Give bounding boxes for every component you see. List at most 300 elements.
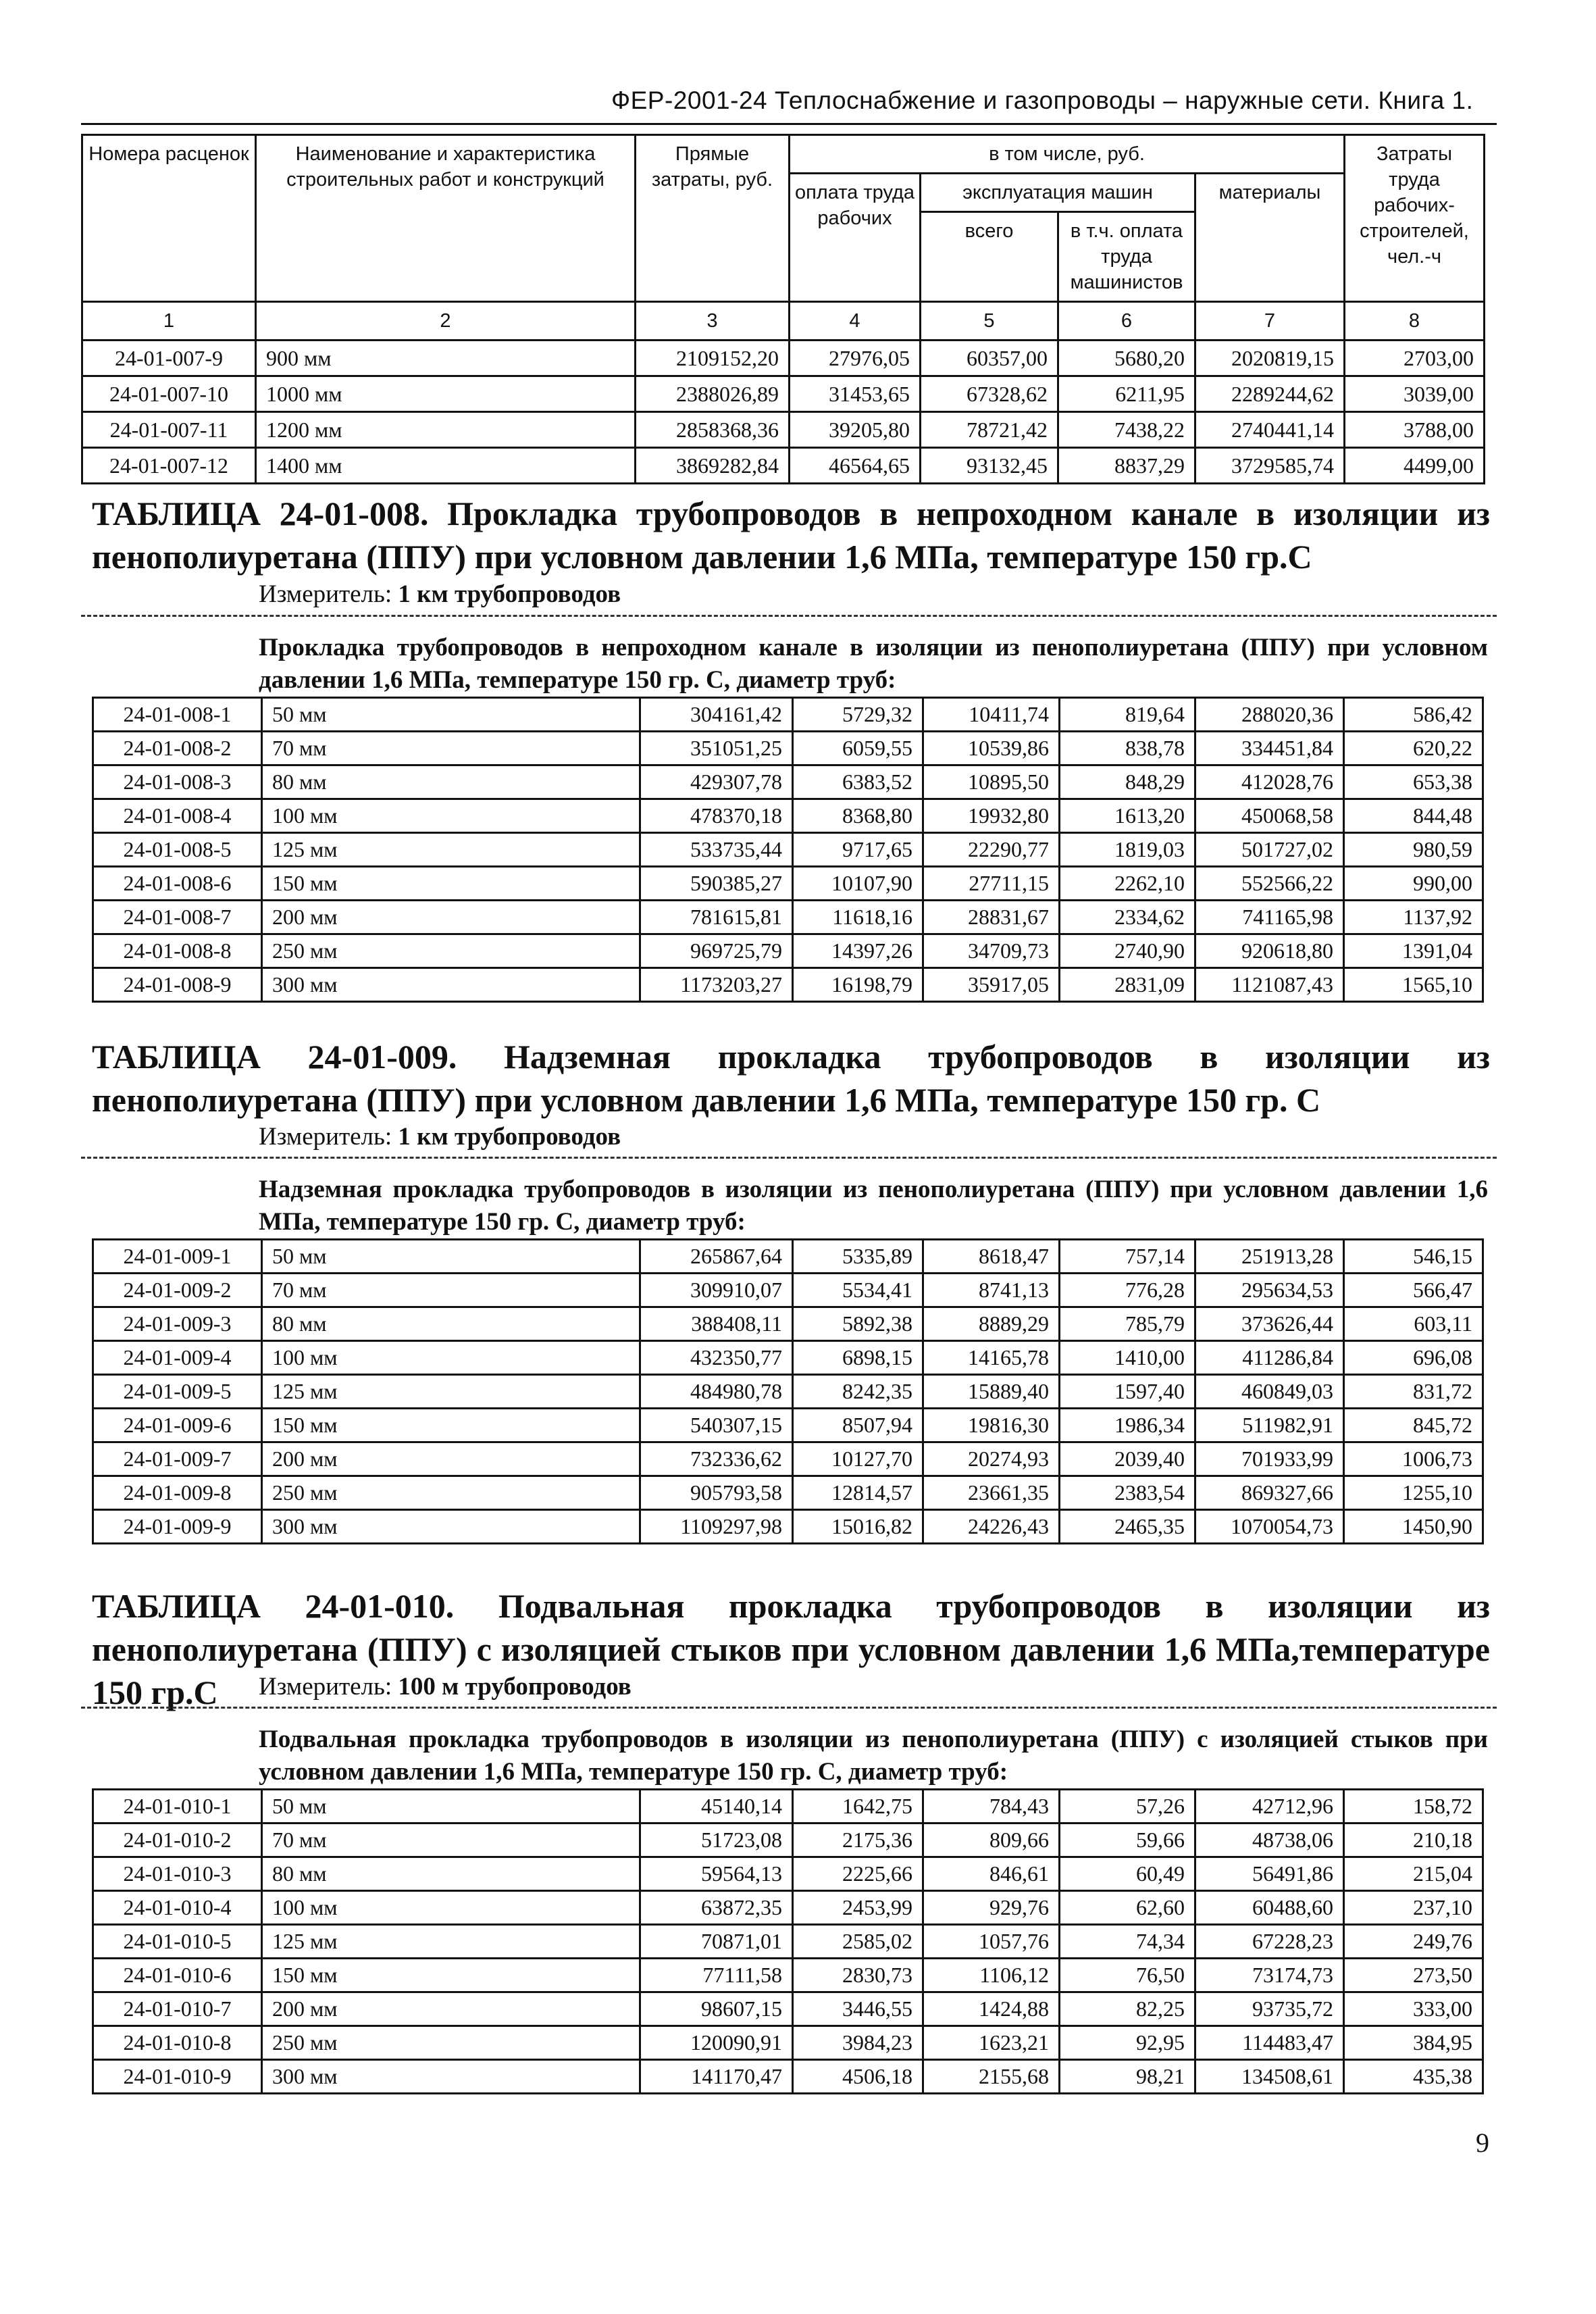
rate-code: 24-01-008-7 [93, 901, 262, 934]
table-title-010: ТАБЛИЦА 24-01-010. Подвальная прокладка трубопроводов в изоляции из пенополиуретана (ППУ) с изоляцией стыков при условном давлении 1,6 МПа,температуре 150 гр.С [92, 1587, 1490, 1711]
labor-hours: 546,15 [1344, 1240, 1483, 1274]
rate-code: 24-01-007-12 [82, 448, 256, 484]
work-description: 150 мм [262, 867, 640, 901]
wages: 27976,05 [790, 341, 921, 376]
machinist-wages: 5680,20 [1058, 341, 1195, 376]
labor-hours: 237,10 [1344, 1891, 1483, 1925]
work-description: 50 мм [262, 1790, 640, 1823]
section-rule [81, 1157, 1497, 1159]
table-row [93, 1510, 1483, 1544]
work-description: 125 мм [262, 1925, 640, 1959]
materials: 251913,28 [1195, 1240, 1344, 1274]
work-description: 1200 мм [256, 412, 636, 448]
col-header-group: в том числе, руб. [790, 135, 1345, 174]
labor-hours: 586,42 [1344, 698, 1483, 732]
direct-costs: 2858368,36 [636, 412, 790, 448]
labor-hours: 3039,00 [1345, 376, 1485, 412]
labor-hours: 1391,04 [1344, 934, 1483, 968]
machines-total: 14165,78 [923, 1341, 1060, 1375]
machinist-wages: 59,66 [1060, 1823, 1195, 1857]
machinist-wages: 1410,00 [1060, 1341, 1195, 1375]
wages: 3984,23 [793, 2026, 923, 2060]
rate-code: 24-01-009-2 [93, 1274, 262, 1307]
machines-total: 1623,21 [923, 2026, 1060, 2060]
labor-hours: 333,00 [1344, 1992, 1483, 2026]
work-description: 80 мм [262, 765, 640, 799]
rate-code: 24-01-010-9 [93, 2060, 262, 2094]
labor-hours: 249,76 [1344, 1925, 1483, 1959]
table-008 [92, 697, 1484, 1003]
labor-hours: 844,48 [1344, 799, 1483, 833]
machinist-wages: 757,14 [1060, 1240, 1195, 1274]
direct-costs: 2388026,89 [636, 376, 790, 412]
materials: 56491,86 [1195, 1857, 1344, 1891]
labor-hours: 1006,73 [1344, 1442, 1483, 1476]
materials: 373626,44 [1195, 1307, 1344, 1341]
machinist-wages: 1597,40 [1060, 1375, 1195, 1409]
machinist-wages: 98,21 [1060, 2060, 1195, 2094]
table-row [93, 867, 1483, 901]
direct-costs: 141170,47 [640, 2060, 793, 2094]
wages: 31453,65 [790, 376, 921, 412]
table-row [93, 1823, 1483, 1857]
table-010 [92, 1788, 1484, 2094]
direct-costs: 309910,07 [640, 1274, 793, 1307]
header-rule [81, 123, 1497, 125]
machines-total: 27711,15 [923, 867, 1060, 901]
work-description: 250 мм [262, 1476, 640, 1510]
wages: 8368,80 [793, 799, 923, 833]
section-rule [81, 1707, 1497, 1709]
table-row [93, 1790, 1483, 1823]
labor-hours: 566,47 [1344, 1274, 1483, 1307]
table-row [93, 2026, 1483, 2060]
work-description: 50 мм [262, 698, 640, 732]
rate-code: 24-01-009-1 [93, 1240, 262, 1274]
direct-costs: 732336,62 [640, 1442, 793, 1476]
rate-code: 24-01-007-11 [82, 412, 256, 448]
machines-total: 2155,68 [923, 2060, 1060, 2094]
materials: 501727,02 [1195, 833, 1344, 867]
machinist-wages: 2465,35 [1060, 1510, 1195, 1544]
machinist-wages: 74,34 [1060, 1925, 1195, 1959]
machinist-wages: 848,29 [1060, 765, 1195, 799]
wages: 2225,66 [793, 1857, 923, 1891]
direct-costs: 432350,77 [640, 1341, 793, 1375]
materials: 741165,98 [1195, 901, 1344, 934]
rate-code: 24-01-007-10 [82, 376, 256, 412]
wages: 6059,55 [793, 732, 923, 765]
column-number: 5 [921, 302, 1058, 341]
rate-code: 24-01-010-6 [93, 1959, 262, 1992]
table-row [93, 1925, 1483, 1959]
rate-code: 24-01-010-1 [93, 1790, 262, 1823]
materials: 1121087,43 [1195, 968, 1344, 1002]
direct-costs: 98607,15 [640, 1992, 793, 2026]
col-header-direct-costs: Прямые затраты, руб. [636, 135, 790, 302]
machines-total: 60357,00 [921, 341, 1058, 376]
direct-costs: 63872,35 [640, 1891, 793, 1925]
table-009-body [93, 1240, 1483, 1544]
rate-code: 24-01-008-6 [93, 867, 262, 901]
labor-hours: 4499,00 [1345, 448, 1485, 484]
work-description: 250 мм [262, 2026, 640, 2060]
direct-costs: 590385,27 [640, 867, 793, 901]
machines-total: 67328,62 [921, 376, 1058, 412]
labor-hours: 215,04 [1344, 1857, 1483, 1891]
section-rule [81, 615, 1497, 617]
direct-costs: 77111,58 [640, 1959, 793, 1992]
materials: 114483,47 [1195, 2026, 1344, 2060]
direct-costs: 265867,64 [640, 1240, 793, 1274]
table-row [93, 1476, 1483, 1510]
labor-hours: 696,08 [1344, 1341, 1483, 1375]
machinist-wages: 2831,09 [1060, 968, 1195, 1002]
work-description: 250 мм [262, 934, 640, 968]
wages: 2830,73 [793, 1959, 923, 1992]
labor-hours: 158,72 [1344, 1790, 1483, 1823]
direct-costs: 51723,08 [640, 1823, 793, 1857]
machines-total: 20274,93 [923, 1442, 1060, 1476]
wages: 8242,35 [793, 1375, 923, 1409]
table-row [93, 698, 1483, 732]
meter-value: 1 км трубопроводов [398, 1123, 621, 1151]
rate-code: 24-01-010-5 [93, 1925, 262, 1959]
work-description: 300 мм [262, 968, 640, 1002]
wages: 5335,89 [793, 1240, 923, 1274]
column-number: 8 [1345, 302, 1485, 341]
direct-costs: 388408,11 [640, 1307, 793, 1341]
work-description: 80 мм [262, 1307, 640, 1341]
materials: 67228,23 [1195, 1925, 1344, 1959]
materials: 411286,84 [1195, 1341, 1344, 1375]
column-number: 4 [790, 302, 921, 341]
machines-total: 78721,42 [921, 412, 1058, 448]
direct-costs: 59564,13 [640, 1857, 793, 1891]
wages: 9717,65 [793, 833, 923, 867]
machinist-wages: 2262,10 [1060, 867, 1195, 901]
work-description: 900 мм [256, 341, 636, 376]
rate-code: 24-01-008-2 [93, 732, 262, 765]
labor-hours: 980,59 [1344, 833, 1483, 867]
col-header-materials: материалы [1195, 174, 1345, 302]
table-row [93, 901, 1483, 934]
table-row [93, 968, 1483, 1002]
rate-code: 24-01-008-8 [93, 934, 262, 968]
work-description: 100 мм [262, 799, 640, 833]
machines-total: 22290,77 [923, 833, 1060, 867]
table-row [93, 934, 1483, 968]
table-row [93, 1409, 1483, 1442]
machinist-wages: 7438,22 [1058, 412, 1195, 448]
machines-total: 34709,73 [923, 934, 1060, 968]
rate-code: 24-01-010-8 [93, 2026, 262, 2060]
machinist-wages: 92,95 [1060, 2026, 1195, 2060]
direct-costs: 45140,14 [640, 1790, 793, 1823]
wages: 39205,80 [790, 412, 921, 448]
table-row [93, 1959, 1483, 1992]
column-number: 3 [636, 302, 790, 341]
wages: 5534,41 [793, 1274, 923, 1307]
wages: 6898,15 [793, 1341, 923, 1375]
labor-hours: 3788,00 [1345, 412, 1485, 448]
table-row [93, 1274, 1483, 1307]
wages: 15016,82 [793, 1510, 923, 1544]
machines-total: 1424,88 [923, 1992, 1060, 2026]
table-subtitle-010: Подвальная прокладка трубопроводов в изоляции из пенополиуретана (ППУ) с изоляцией стыков при условном давлении 1,6 МПа, температуре 150 гр. С, диаметр труб: [259, 1726, 1488, 1786]
meter-value: 1 км трубопроводов [398, 580, 621, 608]
rate-code: 24-01-010-3 [93, 1857, 262, 1891]
machinist-wages: 76,50 [1060, 1959, 1195, 1992]
work-description: 125 мм [262, 833, 640, 867]
work-description: 200 мм [262, 1442, 640, 1476]
machines-total: 809,66 [923, 1823, 1060, 1857]
machines-total: 8741,13 [923, 1274, 1060, 1307]
direct-costs: 533735,44 [640, 833, 793, 867]
labor-hours: 990,00 [1344, 867, 1483, 901]
machinist-wages: 819,64 [1060, 698, 1195, 732]
machinist-wages: 60,49 [1060, 1857, 1195, 1891]
table-row [82, 448, 1485, 484]
column-header-table [81, 134, 1485, 484]
machinist-wages: 785,79 [1060, 1307, 1195, 1341]
rate-code: 24-01-008-5 [93, 833, 262, 867]
rate-code: 24-01-010-7 [93, 1992, 262, 2026]
table-row [82, 412, 1485, 448]
direct-costs: 969725,79 [640, 934, 793, 968]
rate-code: 24-01-007-9 [82, 341, 256, 376]
materials: 73174,73 [1195, 1959, 1344, 1992]
machines-total: 93132,45 [921, 448, 1058, 484]
labor-hours: 2703,00 [1345, 341, 1485, 376]
direct-costs: 781615,81 [640, 901, 793, 934]
wages: 4506,18 [793, 2060, 923, 2094]
page-number: 9 [1476, 2128, 1489, 2158]
table-row [82, 376, 1485, 412]
rate-code: 24-01-009-6 [93, 1409, 262, 1442]
wages: 8507,94 [793, 1409, 923, 1442]
work-description: 100 мм [262, 1891, 640, 1925]
machinist-wages: 57,26 [1060, 1790, 1195, 1823]
column-number: 6 [1058, 302, 1195, 341]
work-description: 1400 мм [256, 448, 636, 484]
machinist-wages: 2383,54 [1060, 1476, 1195, 1510]
machines-total: 19816,30 [923, 1409, 1060, 1442]
direct-costs: 304161,42 [640, 698, 793, 732]
work-description: 200 мм [262, 901, 640, 934]
table-row [93, 833, 1483, 867]
work-description: 300 мм [262, 2060, 640, 2094]
labor-hours: 1137,92 [1344, 901, 1483, 934]
labor-hours: 845,72 [1344, 1409, 1483, 1442]
column-number: 2 [256, 302, 636, 341]
machinist-wages: 82,25 [1060, 1992, 1195, 2026]
machinist-wages: 838,78 [1060, 732, 1195, 765]
materials: 412028,76 [1195, 765, 1344, 799]
machinist-wages: 2334,62 [1060, 901, 1195, 934]
meter-label: Измеритель: [259, 1123, 392, 1151]
table-010-body [93, 1790, 1483, 2094]
direct-costs: 70871,01 [640, 1925, 793, 1959]
machines-total: 8889,29 [923, 1307, 1060, 1341]
labor-hours: 435,38 [1344, 2060, 1483, 2094]
meter-value: 100 м трубопроводов [398, 1673, 632, 1701]
table-row [93, 799, 1483, 833]
machinist-wages: 6211,95 [1058, 376, 1195, 412]
materials: 134508,61 [1195, 2060, 1344, 2094]
col-header-wages: оплата труда рабочих [790, 174, 921, 302]
table-title-008: ТАБЛИЦА 24-01-008. Прокладка трубопроводов в непроходном канале в изоляции из пенополиуретана (ППУ) при условном давлении 1,6 МПа, температуре 150 гр.С [92, 495, 1490, 576]
labor-hours: 653,38 [1344, 765, 1483, 799]
table-row [93, 1375, 1483, 1409]
machinist-wages: 1819,03 [1060, 833, 1195, 867]
rate-code: 24-01-008-4 [93, 799, 262, 833]
work-description: 150 мм [262, 1959, 640, 1992]
materials: 295634,53 [1195, 1274, 1344, 1307]
table-row [93, 1307, 1483, 1341]
materials: 1070054,73 [1195, 1510, 1344, 1544]
materials: 2740441,14 [1195, 412, 1345, 448]
machinist-wages: 776,28 [1060, 1274, 1195, 1307]
table-subtitle-009: Надземная прокладка трубопроводов в изоляции из пенополиуретана (ППУ) при условном давлении 1,6 МПа, температуре 150 гр. С, диаметр труб: [259, 1176, 1488, 1236]
wages: 6383,52 [793, 765, 923, 799]
machines-total: 23661,35 [923, 1476, 1060, 1510]
col-header-machinist-wages: в т.ч. оплата труда машинистов [1058, 212, 1195, 302]
machines-total: 784,43 [923, 1790, 1060, 1823]
rate-code: 24-01-009-7 [93, 1442, 262, 1476]
labor-hours: 603,11 [1344, 1307, 1483, 1341]
table-row [93, 1992, 1483, 2026]
wages: 2175,36 [793, 1823, 923, 1857]
table-row [93, 732, 1483, 765]
meter-label: Измеритель: [259, 580, 392, 608]
table-row [93, 765, 1483, 799]
rate-code: 24-01-008-9 [93, 968, 262, 1002]
table-row [93, 1891, 1483, 1925]
machines-total: 24226,43 [923, 1510, 1060, 1544]
rate-code: 24-01-009-9 [93, 1510, 262, 1544]
wages: 5892,38 [793, 1307, 923, 1341]
materials: 2020819,15 [1195, 341, 1345, 376]
direct-costs: 2109152,20 [636, 341, 790, 376]
table-row [93, 1240, 1483, 1274]
materials: 511982,91 [1195, 1409, 1344, 1442]
direct-costs: 3869282,84 [636, 448, 790, 484]
labor-hours: 1255,10 [1344, 1476, 1483, 1510]
materials: 2289244,62 [1195, 376, 1345, 412]
column-number: 1 [82, 302, 256, 341]
machines-total: 28831,67 [923, 901, 1060, 934]
meter-008 [259, 580, 621, 609]
machines-total: 10539,86 [923, 732, 1060, 765]
rate-code: 24-01-008-3 [93, 765, 262, 799]
machinist-wages: 2039,40 [1060, 1442, 1195, 1476]
machinist-wages: 1986,34 [1060, 1409, 1195, 1442]
wages: 12814,57 [793, 1476, 923, 1510]
wages: 2585,02 [793, 1925, 923, 1959]
materials: 3729585,74 [1195, 448, 1345, 484]
rate-code: 24-01-010-2 [93, 1823, 262, 1857]
direct-costs: 1109297,98 [640, 1510, 793, 1544]
work-description: 70 мм [262, 1823, 640, 1857]
wages: 10107,90 [793, 867, 923, 901]
work-description: 1000 мм [256, 376, 636, 412]
work-description: 200 мм [262, 1992, 640, 2026]
table-008-body [93, 698, 1483, 1002]
table-007-body [82, 341, 1485, 484]
wages: 16198,79 [793, 968, 923, 1002]
labor-hours: 273,50 [1344, 1959, 1483, 1992]
rate-code: 24-01-009-3 [93, 1307, 262, 1341]
machines-total: 35917,05 [923, 968, 1060, 1002]
labor-hours: 1565,10 [1344, 968, 1483, 1002]
materials: 93735,72 [1195, 1992, 1344, 2026]
materials: 60488,60 [1195, 1891, 1344, 1925]
wages: 10127,70 [793, 1442, 923, 1476]
col-header-labor-hours: Затраты труда рабочих-строителей, чел.-ч [1345, 135, 1485, 302]
rate-code: 24-01-009-8 [93, 1476, 262, 1510]
labor-hours: 831,72 [1344, 1375, 1483, 1409]
labor-hours: 384,95 [1344, 2026, 1483, 2060]
col-header-machines: эксплуатация машин [921, 174, 1195, 212]
materials: 450068,58 [1195, 799, 1344, 833]
machinist-wages: 2740,90 [1060, 934, 1195, 968]
rate-code: 24-01-009-4 [93, 1341, 262, 1375]
materials: 869327,66 [1195, 1476, 1344, 1510]
work-description: 300 мм [262, 1510, 640, 1544]
machines-total: 929,76 [923, 1891, 1060, 1925]
meter-009 [259, 1122, 621, 1151]
rate-code: 24-01-008-1 [93, 698, 262, 732]
labor-hours: 1450,90 [1344, 1510, 1483, 1544]
table-009 [92, 1238, 1484, 1544]
wages: 1642,75 [793, 1790, 923, 1823]
wages: 11618,16 [793, 901, 923, 934]
table-row [82, 341, 1485, 376]
wages: 3446,55 [793, 1992, 923, 2026]
work-description: 50 мм [262, 1240, 640, 1274]
machinist-wages: 8837,29 [1058, 448, 1195, 484]
direct-costs: 905793,58 [640, 1476, 793, 1510]
materials: 42712,96 [1195, 1790, 1344, 1823]
materials: 288020,36 [1195, 698, 1344, 732]
meter-010 [259, 1672, 632, 1701]
table-row [93, 1341, 1483, 1375]
materials: 552566,22 [1195, 867, 1344, 901]
machines-total: 15889,40 [923, 1375, 1060, 1409]
col-header-machines-total: всего [921, 212, 1058, 302]
labor-hours: 210,18 [1344, 1823, 1483, 1857]
direct-costs: 484980,78 [640, 1375, 793, 1409]
column-number: 7 [1195, 302, 1345, 341]
table-title-009: ТАБЛИЦА 24-01-009. Надземная прокладка трубопроводов в изоляции из пенополиуретана (ППУ) при условном давлении 1,6 МПа, температуре 150 гр. С [92, 1038, 1490, 1119]
table-row [93, 1857, 1483, 1891]
table-row [93, 1442, 1483, 1476]
col-header-codes: Номера расценок [82, 135, 256, 302]
running-header: ФЕР-2001-24 Теплоснабжение и газопроводы – наружные сети. Книга 1. [611, 86, 1474, 114]
machines-total: 846,61 [923, 1857, 1060, 1891]
machinist-wages: 62,60 [1060, 1891, 1195, 1925]
wages: 14397,26 [793, 934, 923, 968]
direct-costs: 120090,91 [640, 2026, 793, 2060]
machines-total: 1106,12 [923, 1959, 1060, 1992]
rate-code: 24-01-009-5 [93, 1375, 262, 1409]
direct-costs: 478370,18 [640, 799, 793, 833]
machines-total: 19932,80 [923, 799, 1060, 833]
meter-label: Измеритель: [259, 1673, 392, 1701]
labor-hours: 620,22 [1344, 732, 1483, 765]
work-description: 70 мм [262, 732, 640, 765]
